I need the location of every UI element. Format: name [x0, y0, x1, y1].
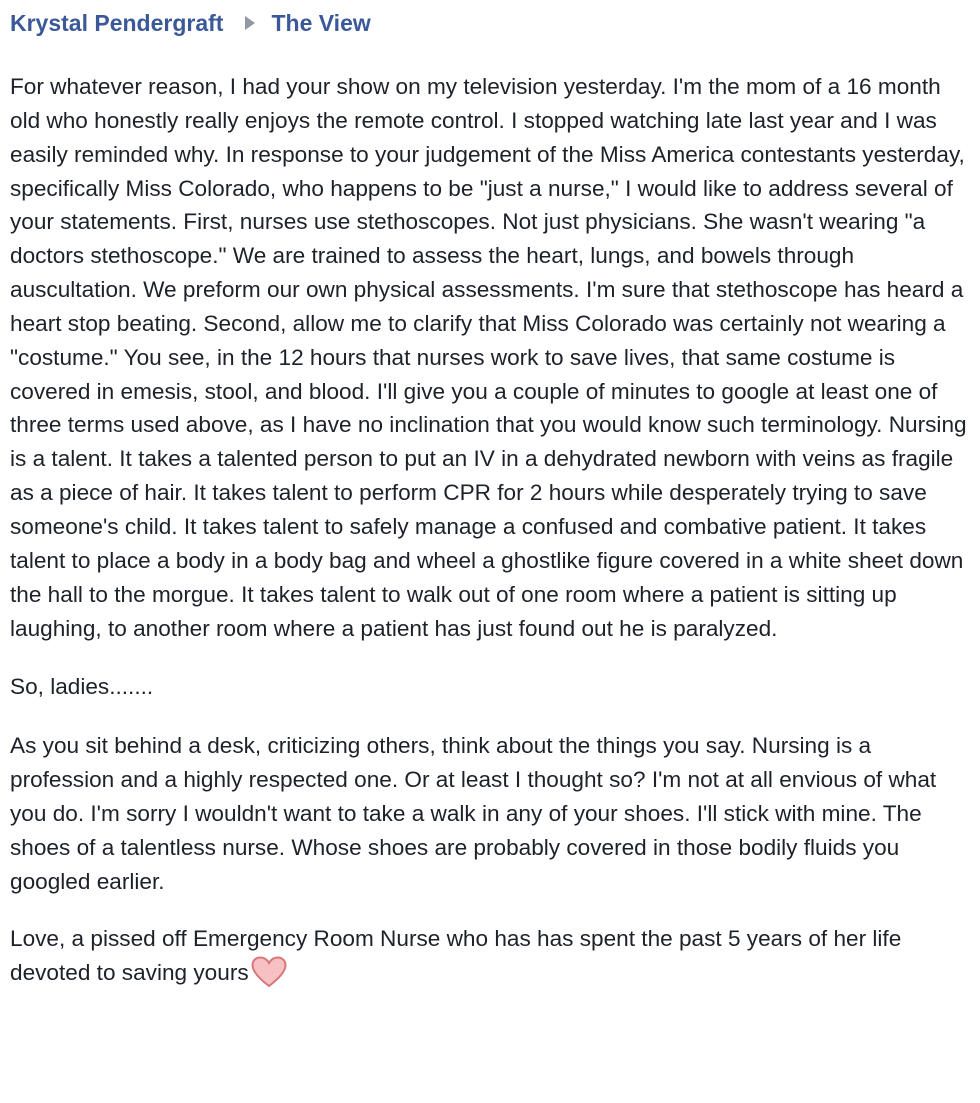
- target-page-link[interactable]: The View: [271, 9, 371, 36]
- author-link[interactable]: Krystal Pendergraft: [10, 9, 224, 36]
- post-paragraph-4: [10, 922, 970, 990]
- post-paragraph-3: As you sit behind a desk, criticizing others, think about the things you say. Nursing is a profession and a highly respected one. Or at least I thought so? I'm not at all envious of what you do. I'm sorry I wouldn't want to take a walk in any of your shoes. I'll stick with mine. The shoes of a talentless nurse. Whose shoes are probably covered in those bodily fluids you googled earlier.: [10, 733, 937, 894]
- post-body: [10, 70, 970, 990]
- signature-text: Love, a pissed off Emergency Room Nurse who has has spent the past 5 years of her life devoted to saving yours: [10, 926, 902, 986]
- post-paragraph-1: For whatever reason, I had your show on my television yesterday. I'm the mom of a 16 month old who honestly really enjoys the remote control. I stopped watching late last year and I was easily reminded why. In response to your judgement of the Miss America contestants yesterday, specifically Miss Colorado, who happens to be "just a nurse," I would like to address several of your statements. First, nurses use stethoscopes. Not just physicians. She wasn't wearing "a doctors stethoscope." We are trained to assess the heart, lungs, and bowels through auscultation. We preform our own physical assessments. I'm sure that stethoscope has heard a heart stop beating. Second, allow me to clarify that Miss Colorado was certainly not wearing a "costume." You see, in the 12 hours that nurses work to save lives, that same costume is covered in emesis, stool, and blood. I'll give you a couple of minutes to google at least one of three terms used above, as I have no inclination that you would know such terminology. Nursing is a talent. It takes a talented person to put an IV in a dehydrated newborn with veins as fragile as a piece of hair. It takes talent to perform CPR for 2 hours while desperately trying to save someone's child. It takes talent to safely manage a confused and combative patient. It takes talent to place a body in a body bag and wheel a ghostlike figure covered in a white sheet down the hall to the morgue. It takes talent to walk out of one room where a patient is sitting up laughing, to another room where a patient has just found out he is paralyzed.: [10, 74, 967, 641]
- heart-emoji-icon: [251, 956, 287, 988]
- post-header: [10, 6, 970, 40]
- right-triangle-arrow-icon: [245, 16, 255, 30]
- post-paragraph-2: So, ladies.......: [10, 674, 154, 700]
